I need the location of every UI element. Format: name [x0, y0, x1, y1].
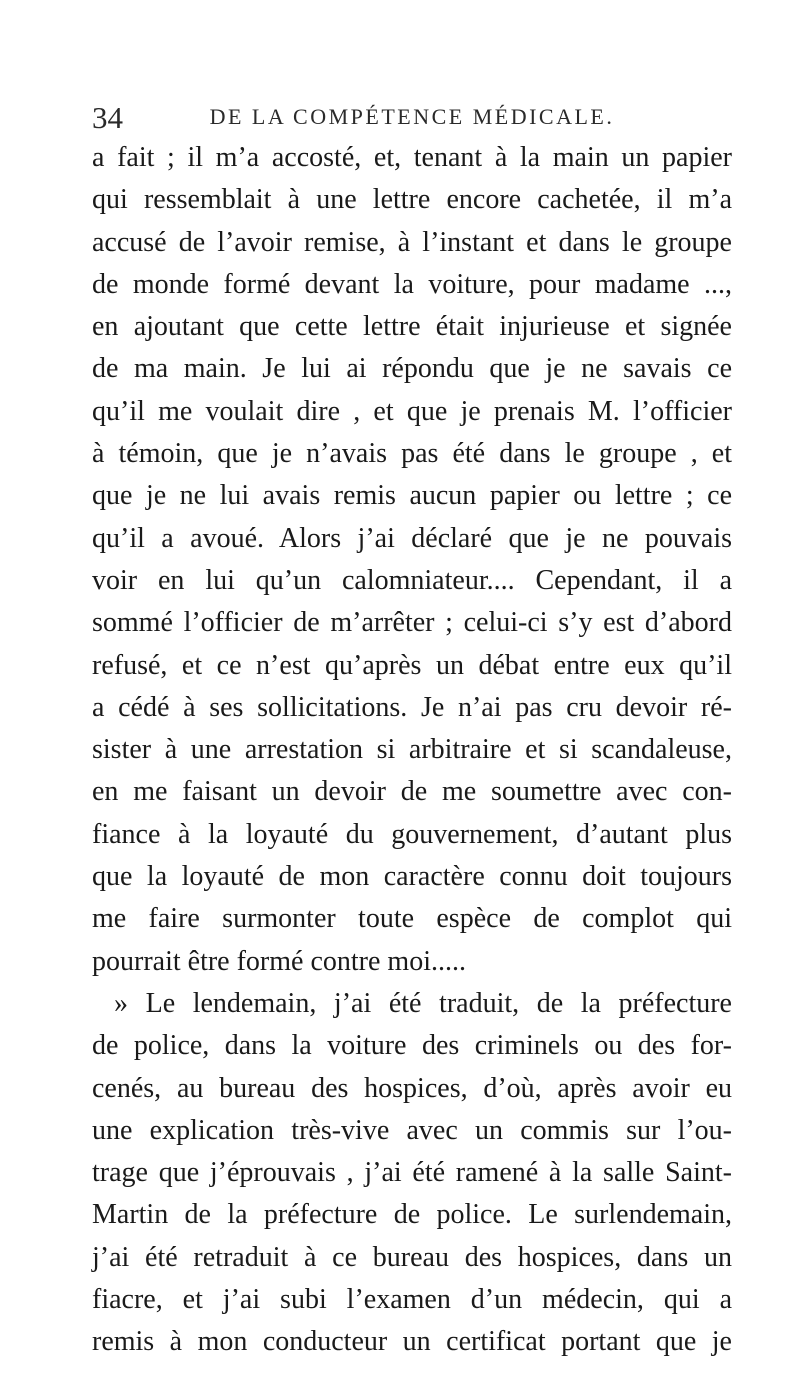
text-line: qu’il me voulait dire , et que je prenais M. l’officier [92, 395, 732, 427]
text-line: a cédé à ses sollicitations. Je n’ai pas cru devoir ré- [92, 691, 732, 723]
text-line: de ma main. Je lui ai répondu que je ne savais ce [92, 353, 732, 385]
text-line: sommé l’officier de m’arrêter ; celui-ci s’y est d’abord [92, 607, 732, 639]
text-line: trage que j’éprouvais , j’ai été ramené à la salle Saint- [92, 1157, 732, 1189]
text-line: en me faisant un devoir de me soumettre avec con- [92, 776, 732, 808]
text-line: qui ressemblait à une lettre encore cachetée, il m’a [92, 184, 732, 216]
page-number: 34 [92, 100, 123, 135]
text-line: de monde formé devant la voiture, pour madame ..., [92, 268, 732, 300]
text-line: en ajoutant que cette lettre était injurieuse et signée [92, 311, 732, 343]
text-line: que la loyauté de mon caractère connu doit toujours [92, 861, 732, 893]
body-text [92, 137, 732, 1364]
text-line: pourrait être formé contre moi..... [92, 945, 466, 977]
running-head: DE LA COMPÉTENCE MÉDICALE. [209, 104, 615, 129]
text-line: que je ne lui avais remis aucun papier ou lettre ; ce [92, 480, 732, 512]
text-line: Martin de la préfecture de police. Le surlendemain, [92, 1199, 732, 1231]
text-line: sister à une arrestation si arbitraire et si scandaleuse, [92, 734, 732, 766]
text-line: a fait ; il m’a accosté, et, tenant à la main un papier [92, 142, 732, 173]
text-line: » Le lendemain, j’ai été traduit, de la préfecture [114, 987, 732, 1019]
text-line: de police, dans la voiture des criminels ou des for- [92, 1030, 732, 1062]
text-line: voir en lui qu’un calomniateur.... Cependant, il a [92, 564, 732, 596]
text-line: fiacre, et j’ai subi l’examen d’un médecin, qui a [92, 1284, 732, 1316]
text-line: fiance à la loyauté du gouvernement, d’autant plus [92, 818, 732, 850]
text-line: accusé de l’avoir remise, à l’instant et dans le groupe [92, 226, 732, 258]
text-line: cenés, au bureau des hospices, d’où, après avoir eu [92, 1072, 732, 1104]
page-header [92, 100, 732, 140]
text-line: à témoin, que je n’avais pas été dans le groupe , et [92, 438, 732, 470]
text-line: qu’il a avoué. Alors j’ai déclaré que je ne pouvais [92, 522, 732, 554]
text-line: me faire surmonter toute espèce de complot qui [92, 903, 732, 935]
text-line: une explication très-vive avec un commis sur l’ou- [92, 1114, 732, 1146]
text-line: refusé, et ce n’est qu’après un débat entre eux qu’il [92, 649, 732, 681]
text-line: j’ai été retraduit à ce bureau des hospices, dans un [92, 1241, 732, 1273]
text-line: remis à mon conducteur un certificat portant que je [92, 1326, 732, 1358]
